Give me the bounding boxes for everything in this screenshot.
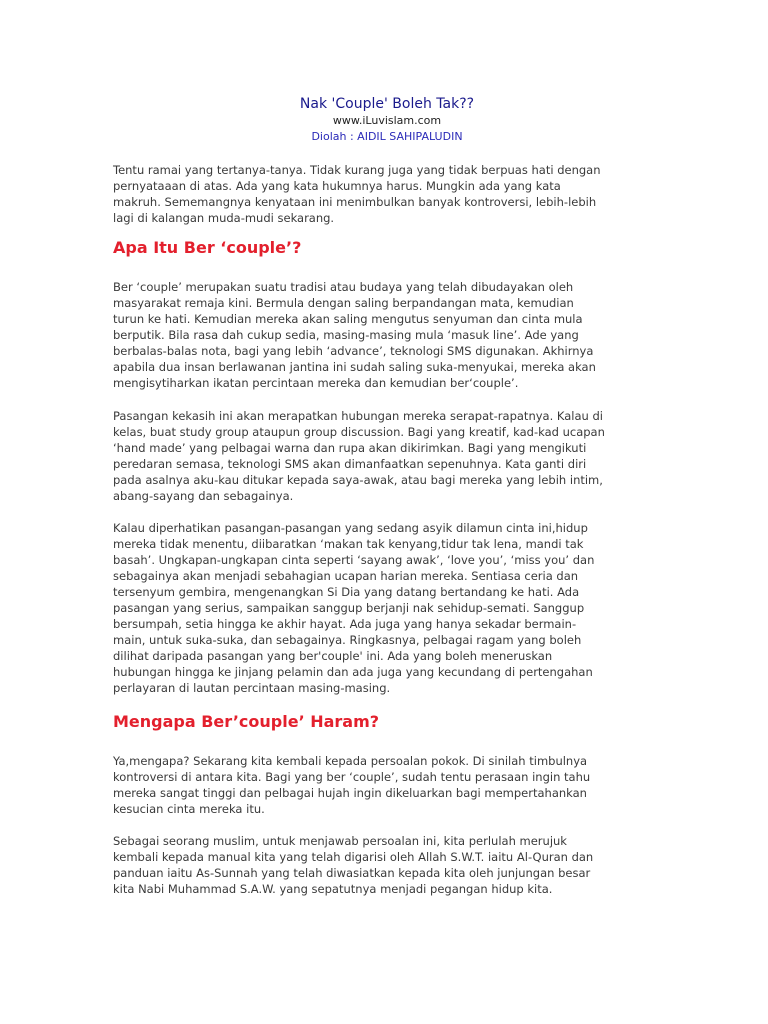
text-line: masyarakat remaja kini. Bermula dengan saling berpandangan mata, kemudian xyxy=(113,296,574,310)
text-line: tersenyum gembira, mengenangkan Si Dia yang datang bertandang ke hati. Ada xyxy=(113,585,580,599)
intro-paragraph xyxy=(113,162,661,226)
text-line: berputik. Bila rasa dah cukup sedia, masing-masing mula ‘masuk line’. Ade yang xyxy=(113,328,579,342)
text-line: Kalau diperhatikan pasangan-pasangan yang sedang asyik dilamun cinta ini,hidup xyxy=(113,521,588,535)
section-heading-apa-itu-ber-couple: Apa Itu Ber ‘couple’? xyxy=(113,238,302,257)
author-credit: Diolah : AIDIL SAHIPALUDIN xyxy=(311,130,463,143)
text-line: ‘hand made’ yang pelbagai warna dan rupa akan dikirimkan. Bagi yang mengikuti xyxy=(113,441,587,455)
text-line: kontroversi di antara kita. Bagi yang ber ‘couple’, sudah tentu perasaan ingin tahu xyxy=(113,770,591,784)
text-line: mereka sangat tinggi dan pelbagai hujah ingin dikeluarkan bagi mempertahankan xyxy=(113,786,587,800)
text-line: sebagainya akan menjadi sebahagian ucapan harian mereka. Sentiasa ceria dan xyxy=(113,569,579,583)
text-line: pada asalnya aku-kau ditukar kepada saya-awak, atau bagi mereka yang lebih intim, xyxy=(113,473,603,487)
section-heading-mengapa-haram: Mengapa Ber’couple’ Haram? xyxy=(113,712,380,731)
text-line: perlayaran di lautan percintaan masing-masing. xyxy=(113,681,391,695)
text-line: hubungan hingga ke jinjang pelamin dan ada juga yang kecundang di pertengahan xyxy=(113,665,593,679)
text-line: apabila dua insan berlawanan jantina ini sudah saling suka-menyukai, mereka akan xyxy=(113,360,596,374)
text-line: lagi di kalangan muda-mudi sekarang. xyxy=(113,211,335,225)
paragraph-apa-2 xyxy=(113,408,661,504)
text-line: mengisytiharkan ikatan percintaan mereka dan kemudian ber‘couple’. xyxy=(113,376,519,390)
text-line: mereka tidak menentu, diibaratkan ‘makan tak kenyang,tidur tak lena, mandi tak xyxy=(113,537,584,551)
text-line: basah’. Ungkapan-ungkapan cinta seperti ‘sayang awak’, ‘love you’, ‘miss you’ dan xyxy=(113,553,595,567)
text-line: kesucian cinta mereka itu. xyxy=(113,802,265,816)
paragraph-apa-3 xyxy=(113,520,661,696)
text-line: berbalas-balas nota, bagi yang lebih ‘advance’, teknologi SMS digunakan. Akhirnya xyxy=(113,344,594,358)
text-line: kelas, buat study group ataupun group discussion. Bagi yang kreatif, kad-kad ucapan xyxy=(113,425,605,439)
text-line: abang-sayang dan sebagainya. xyxy=(113,489,294,503)
text-line: makruh. Sememangnya kenyataan ini menimbulkan banyak kontroversi, lebih-lebih xyxy=(113,195,597,209)
text-line: main, untuk suka-suka, dan sebagainya. Ringkasnya, pelbagai ragam yang boleh xyxy=(113,633,582,647)
document-title: Nak 'Couple' Boleh Tak?? xyxy=(299,96,475,112)
source-website: www.iLuvislam.com xyxy=(332,114,442,127)
text-line: Pasangan kekasih ini akan merapatkan hubungan mereka serapat-rapatnya. Kalau di xyxy=(113,409,603,423)
text-line: kita Nabi Muhammad S.A.W. yang sepatutnya menjadi pegangan hidup kita. xyxy=(113,882,553,896)
text-line: pernyataaan di atas. Ada yang kata hukumnya harus. Mungkin ada yang kata xyxy=(113,179,561,193)
text-line: panduan iaitu As-Sunnah yang telah diwasiatkan kepada kita oleh junjungan besar xyxy=(113,866,591,880)
text-line: kembali kepada manual kita yang telah digarisi oleh Allah S.W.T. iaitu Al-Quran dan xyxy=(113,850,594,864)
text-line: turun ke hati. Kemudian mereka akan saling mengutus senyuman dan cinta mula xyxy=(113,312,583,326)
paragraph-apa-1 xyxy=(113,279,661,391)
paragraph-mengapa-1 xyxy=(113,753,661,817)
text-line: Ber ‘couple’ merupakan suatu tradisi atau budaya yang telah dibudayakan oleh xyxy=(113,280,574,294)
text-line: peredaran semasa, teknologi SMS akan dimanfaatkan sepenuhnya. Kata ganti diri xyxy=(113,457,587,471)
text-line: pasangan yang serius, sampaikan sanggup berjanji nak sehidup-semati. Sanggup xyxy=(113,601,585,615)
text-line: Tentu ramai yang tertanya-tanya. Tidak kurang juga yang tidak berpuas hati dengan xyxy=(113,163,601,177)
text-line: bersumpah, setia hingga ke akhir hayat. Ada juga yang hanya sekadar bermain- xyxy=(113,617,577,631)
text-line: dilihat daripada pasangan yang ber'couple' ini. Ada yang boleh meneruskan xyxy=(113,649,553,663)
text-line: Sebagai seorang muslim, untuk menjawab persoalan ini, kita perlulah merujuk xyxy=(113,834,567,848)
text-line: Ya,mengapa? Sekarang kita kembali kepada persoalan pokok. Di sinilah timbulnya xyxy=(113,754,588,768)
paragraph-mengapa-2 xyxy=(113,833,661,897)
